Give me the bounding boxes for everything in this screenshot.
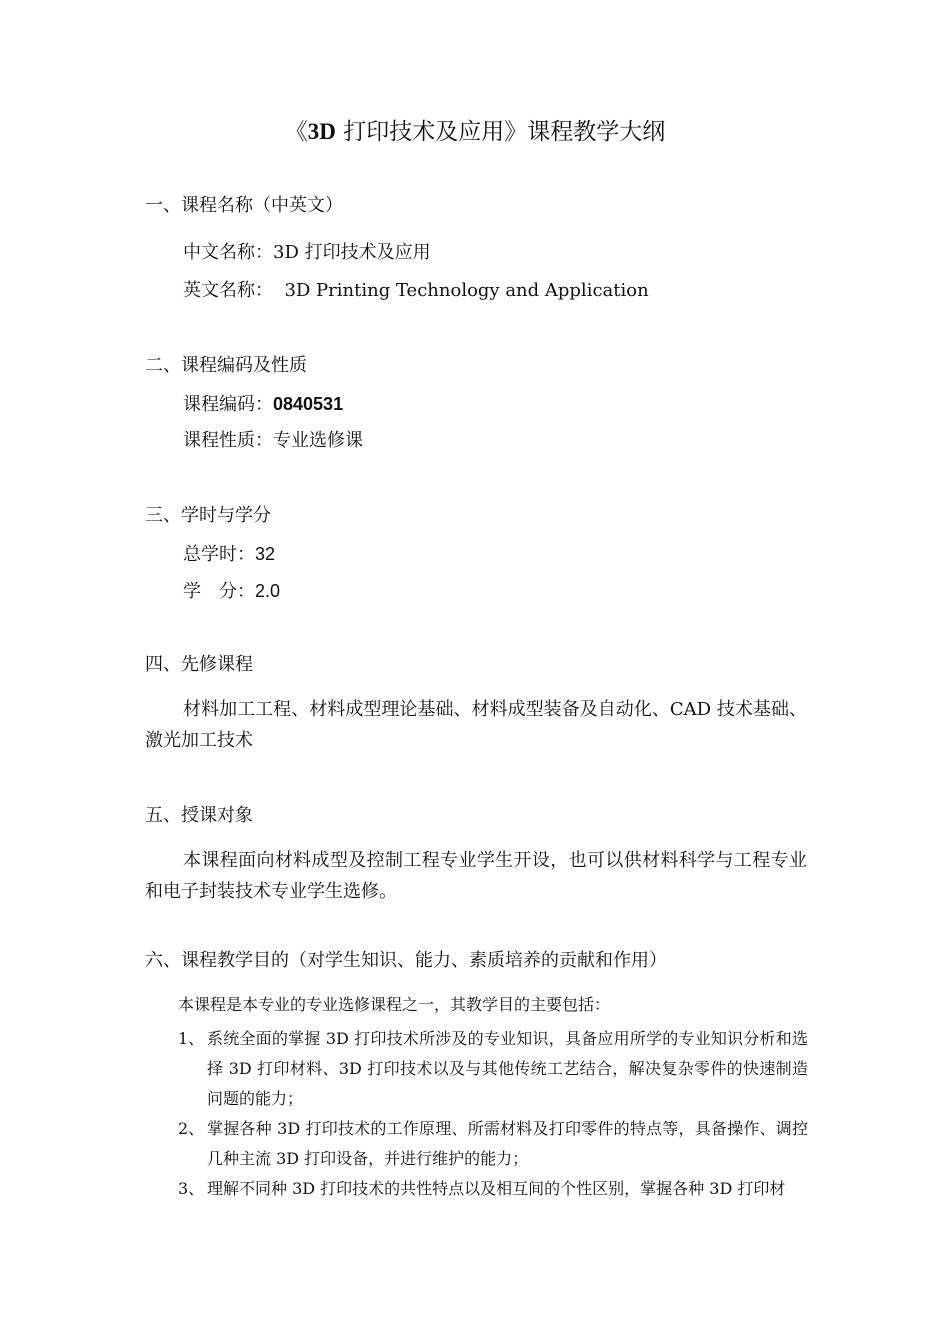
total-hours-value: 32 (255, 544, 276, 564)
section-2-heading: 二、课程编码及性质 (145, 355, 307, 376)
document-title (0, 113, 950, 146)
chinese-name-value: 3D 打印技术及应用 (273, 242, 431, 263)
section-1-heading: 一、课程名称（中英文） (145, 195, 343, 216)
english-name-line (183, 279, 649, 303)
credit-label: 学 分： (183, 581, 255, 602)
objective-text: 掌握各种 3D 打印技术的工作原理、所需材料及打印零件的特点等，具备操作、调控几种主流 3D 打印设备，并进行维护的能力； (207, 1119, 808, 1168)
title-prefix: 《 (284, 119, 308, 145)
objective-item (178, 1174, 808, 1204)
title-rest: 打印技术及应用》课程教学大纲 (343, 119, 666, 145)
section-4-heading: 四、先修课程 (145, 654, 253, 675)
chinese-name-line (183, 241, 431, 265)
section-3-heading: 三、学时与学分 (145, 505, 271, 526)
target-students: 本课程面向材料成型及控制工程专业学生开设，也可以供材料科学与工程专业和电子封装技术专业学生选修。 (145, 850, 807, 902)
section-5-heading: 五、授课对象 (145, 805, 253, 826)
objective-item (178, 1114, 808, 1174)
course-code-line (183, 392, 343, 417)
course-code-label: 课程编码： (183, 394, 273, 415)
objectives-list (178, 1024, 808, 1204)
objective-item (178, 1024, 808, 1114)
credit-value: 2.0 (255, 581, 281, 601)
objective-text: 理解不同种 3D 打印技术的共性特点以及相互间的个性区别，掌握各种 3D 打印材 (207, 1179, 786, 1198)
credit-line (183, 579, 280, 604)
total-hours-label: 总学时： (183, 544, 255, 565)
section-6-heading: 六、课程教学目的（对学生知识、能力、素质培养的贡献和作用） (145, 950, 667, 971)
objective-number: 2、 (178, 1119, 205, 1138)
objective-number: 1、 (178, 1029, 205, 1048)
title-bold: 3D (307, 119, 336, 144)
chinese-name-label: 中文名称： (183, 242, 273, 263)
course-nature-value: 专业选修课 (273, 430, 363, 451)
objectives-intro: 本课程是本专业的专业选修课程之一，其教学目的主要包括： (178, 995, 611, 1014)
prerequisite-courses: 材料加工工程、材料成型理论基础、材料成型装备及自动化、CAD 技术基础、激光加工技术 (145, 699, 807, 751)
english-name-value: 3D Printing Technology and Application (284, 280, 649, 301)
course-nature-label: 课程性质： (183, 430, 273, 451)
course-nature-line (183, 429, 363, 453)
total-hours-line (183, 542, 275, 567)
objective-number: 3、 (178, 1179, 205, 1198)
english-name-label: 英文名称： (183, 280, 273, 301)
objective-text: 系统全面的掌握 3D 打印技术所涉及的专业知识，具备应用所学的专业知识分析和选择 3D 打印材料、3D 打印技术以及与其他传统工艺结合，解决复杂零件的快速制造问题的能力； (207, 1029, 808, 1108)
course-code-value: 0840531 (273, 394, 344, 414)
